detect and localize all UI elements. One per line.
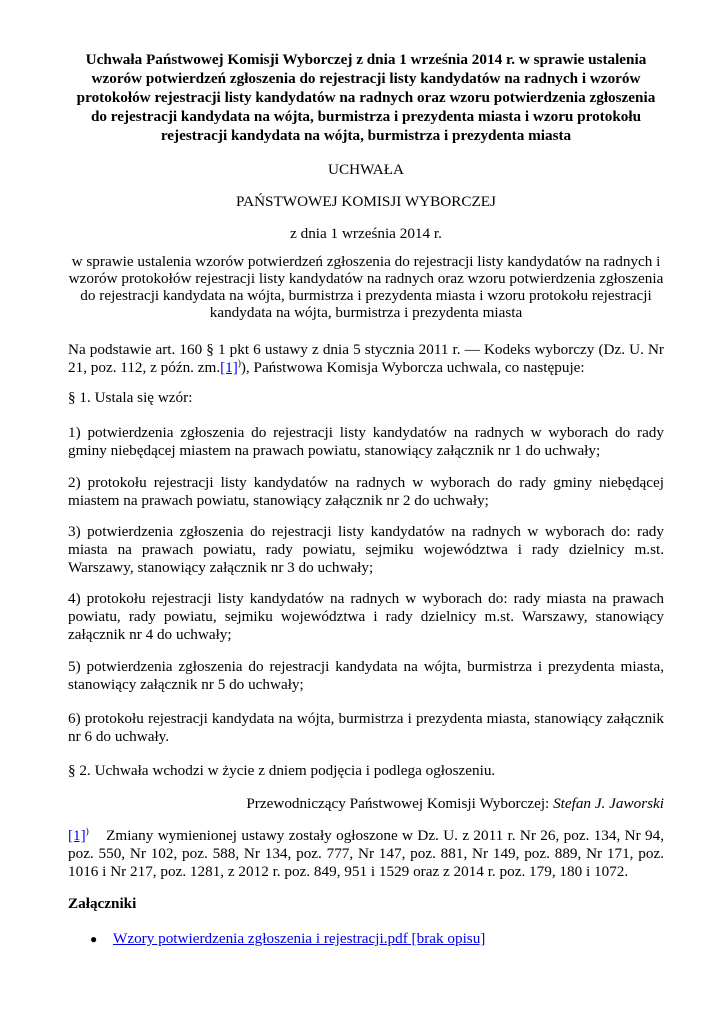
legal-basis-paragraph bbox=[68, 341, 664, 377]
list-item: 3) potwierdzenia zgłoszenia do rejestracji listy kandydatów na radnych w wyborach do: rady miasta na prawach powiatu, rady powiatu, sejmiku województwa i rady dzielnicy m.st. Warszawy, stanowiący załącznik nr 3 do uchwały; bbox=[68, 523, 664, 576]
date-line: z dnia 1 września 2014 r. bbox=[290, 225, 442, 242]
heading-commission: PAŃSTWOWEJ KOMISJI WYBORCZEJ bbox=[236, 193, 496, 210]
legal-basis-text-end: ), Państwowa Komisja Wyborcza uchwala, co następuje: bbox=[240, 359, 585, 376]
signature-label: Przewodniczący Państwowej Komisji Wyborczej: bbox=[246, 795, 554, 812]
footnote bbox=[68, 827, 664, 881]
attachment-link[interactable]: Wzory potwierdzenia zgłoszenia i rejestracji.pdf [brak opisu] bbox=[113, 930, 486, 947]
attachments-heading: Załączniki bbox=[68, 895, 137, 912]
footnote-anchor-sup: ) bbox=[85, 825, 89, 836]
document-title: Uchwała Państwowej Komisji Wyborczej z dnia 1 września 2014 r. w sprawie ustalenia wzorów potwierdzeń zgłoszenia do rejestracji listy kandydatów na radnych i wzorów protokołów rejestracji listy kandydatów na radnych oraz wzoru potwierdzenia zgłoszenia do rejestracji kandydata na wójta, burmistrza i prezydenta miasta i wzoru protokołu rejestracji kandydata na wójta, burmistrza i prezydenta miasta bbox=[76, 51, 656, 144]
section-2-text: § 2. Uchwała wchodzi w życie z dniem podjęcia i podlega ogłoszeniu. bbox=[68, 762, 496, 779]
signature-name: Stefan J. Jaworski bbox=[553, 795, 664, 812]
heading-uchwala: UCHWAŁA bbox=[328, 161, 404, 178]
list-item: 2) protokołu rejestracji listy kandydatów na radnych w wyborach do rady gminy niebędącej miastem na prawach powiatu, stanowiący załącznik nr 2 do uchwały; bbox=[68, 474, 664, 509]
list-item: 1) potwierdzenia zgłoszenia do rejestracji listy kandydatów na radnych w wyborach do rady gminy niebędącej miastem na prawach powiatu, stanowiący załącznik nr 1 do uchwały; bbox=[68, 424, 664, 459]
footnote-text: Zmiany wymienionej ustawy zostały ogłoszone w Dz. U. z 2011 r. Nr 26, poz. 134, Nr 94, poz. 550, Nr 102, poz. 588, Nr 134, poz. 777, Nr 147, poz. 881, Nr 149, poz. 889, Nr 171, poz. 1016 i Nr 217, poz. 1281, z 2012 r. poz. 849, 951 i 1529 oraz z 2014 r. poz. 179, 180 i 1072. bbox=[68, 827, 665, 880]
footnote-sup: ) bbox=[237, 357, 241, 368]
list-item: 4) protokołu rejestracji listy kandydatów na radnych w wyborach do: rady miasta na prawach powiatu, rady powiatu, sejmiku województwa i rady dzielnicy m.st. Warszawy, stanowiący załącznik nr 4 do uchwały; bbox=[68, 590, 664, 643]
legal-basis-text: Na podstawie art. 160 § 1 pkt 6 ustawy z dnia 5 stycznia 2011 r. — Kodeks wyborczy (Dz. U. Nr 21, poz. 112, z późn. zm. bbox=[68, 341, 664, 376]
subject-paragraph: w sprawie ustalenia wzorów potwierdzeń zgłoszenia do rejestracji listy kandydatów na radnych i wzorów protokołów rejestracji listy kandydatów na radnych oraz wzoru potwierdzenia zgłoszenia do rejestracji kandydata na wójta, burmistrza i prezydenta miasta i wzoru protokołu rejestracji kandydata na wójta, burmistrza i prezydenta miasta bbox=[68, 253, 664, 321]
bullet-icon: ● bbox=[90, 932, 98, 946]
signature-line bbox=[68, 795, 664, 813]
footnote-anchor-link[interactable]: [1] bbox=[68, 827, 86, 844]
footnote-reference-link[interactable]: [1] bbox=[220, 359, 238, 376]
list-item: 6) protokołu rejestracji kandydata na wójta, burmistrza i prezydenta miasta, stanowiący załącznik nr 6 do uchwały. bbox=[68, 710, 664, 745]
list-item: 5) potwierdzenia zgłoszenia do rejestracji kandydata na wójta, burmistrza i prezydenta miasta, stanowiący załącznik nr 5 do uchwały; bbox=[68, 658, 664, 693]
section-1-heading: § 1. Ustala się wzór: bbox=[68, 389, 193, 406]
